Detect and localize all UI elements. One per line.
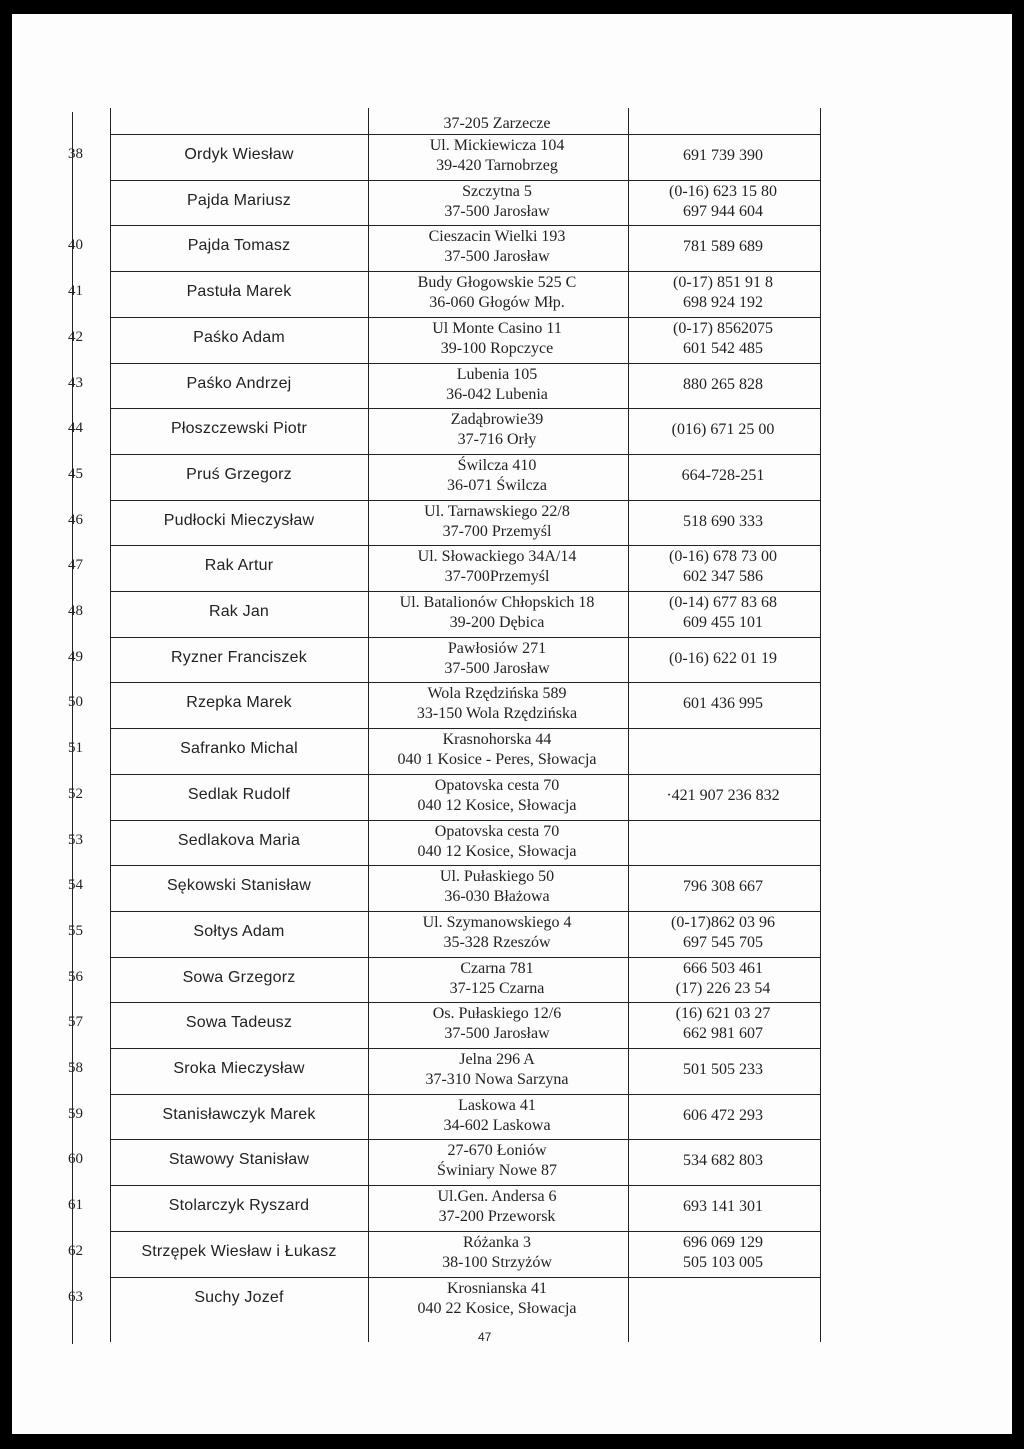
address-line: Czarna 781 (460, 959, 534, 977)
phone-number (628, 273, 818, 313)
person-name: Rak Artur (204, 557, 274, 575)
phone-line: 602 347 586 (683, 568, 763, 586)
phone-number (628, 649, 818, 669)
phone-line: (0-17) 8562075 (673, 319, 773, 337)
phone-number (628, 959, 818, 999)
address (368, 1233, 626, 1273)
phone-number (628, 146, 818, 166)
address-line: 27-670 Łoniów (447, 1142, 547, 1160)
phone-line: 696 069 129 (683, 1233, 763, 1251)
person-name: Strzępek Wiesław i Łukasz (141, 1242, 337, 1260)
continued-address: 37-205 Zarzecze (443, 115, 551, 132)
address-line: Świlcza 410 (457, 456, 537, 474)
phone-line: 505 103 005 (683, 1253, 763, 1271)
person-name: Sedlakova Maria (177, 831, 301, 849)
person-name: Sołtys Adam (193, 922, 285, 940)
row-divider (110, 454, 820, 455)
address (368, 639, 626, 679)
person-name: Paśko Adam (193, 328, 285, 346)
address-line: Cieszacin Wielki 193 (428, 228, 566, 246)
row-number: 40 (68, 237, 83, 254)
address-line: 37-500 Jarosław (444, 659, 550, 677)
address (368, 502, 626, 542)
phone-line: (0-17) 851 91 8 (673, 274, 773, 292)
row-divider (110, 911, 820, 912)
person-name: Stanisławczyk Marek (162, 1105, 316, 1123)
address-line: Szczytna 5 (462, 182, 532, 200)
person-name: Sowa Tadeusz (185, 1014, 293, 1032)
phone-line: 609 455 101 (683, 614, 763, 631)
address (368, 822, 626, 862)
row-divider (110, 180, 820, 181)
address-line: Ul. Tarnawskiego 22/8 (424, 502, 570, 520)
person-name: Sowa Grzegorz (182, 968, 296, 986)
phone-number (628, 512, 818, 532)
address (368, 1050, 626, 1090)
row-number: 55 (68, 922, 83, 939)
row-divider (110, 545, 820, 546)
phone-number (628, 786, 818, 806)
person-name: Płoszczewski Piotr (170, 420, 308, 438)
phone-line: (17) 226 23 54 (675, 979, 771, 997)
address (368, 136, 626, 176)
address (368, 319, 626, 359)
address-line: Ul. Szymanowskiego 4 (422, 913, 572, 931)
row-divider (110, 271, 820, 272)
phone-number (628, 913, 818, 953)
person-name: Suchy Jozef (194, 1288, 284, 1306)
row-number: 58 (68, 1060, 83, 1076)
address-line: 37-500 Jarosław (444, 1025, 550, 1043)
row-number: 59 (68, 1105, 83, 1122)
phone-number (628, 182, 818, 222)
row-divider (110, 682, 820, 683)
person-name: Ordyk Wiesław (184, 146, 294, 163)
address-line: 36-060 Głogów Młp. (429, 294, 565, 312)
person-name: Rzepka Marek (186, 694, 292, 712)
row-divider (110, 637, 820, 638)
person-name: Pudłocki Mieczysław (163, 511, 315, 529)
phone-number (628, 1060, 818, 1080)
phone-line: 698 924 192 (683, 294, 763, 312)
row-number: 48 (68, 603, 83, 619)
address-line: Różanka 3 (463, 1233, 531, 1251)
address-line: 36-042 Lubenia (446, 385, 548, 403)
row-divider (110, 957, 820, 958)
address-line: 34-602 Laskowa (443, 1116, 551, 1134)
row-number: 52 (68, 785, 83, 802)
address (368, 1141, 626, 1181)
phone-number (628, 237, 818, 257)
row-number: 44 (68, 420, 83, 437)
address-line: 37-500 Jarosław (444, 202, 550, 220)
address-line: Lubenia 105 (456, 365, 538, 383)
address-line: 35-328 Rzeszów (443, 933, 551, 951)
address-line: Ul. Pułaskiego 50 (439, 868, 555, 886)
address (368, 365, 626, 405)
person-name: Paśko Andrzej (186, 374, 292, 392)
address-line: 36-030 Błażowa (444, 888, 550, 906)
phone-line: (0-16) 622 01 19 (669, 649, 777, 667)
address (368, 867, 626, 907)
address (368, 547, 626, 587)
phone-line: 697 545 705 (683, 933, 763, 951)
address-line: 040 1 Kosice - Peres, Słowacja (397, 751, 597, 769)
phone-number (628, 375, 818, 395)
address (368, 1187, 626, 1227)
phone-number (628, 547, 818, 587)
address-line: Laskowa 41 (458, 1096, 536, 1114)
address (368, 182, 626, 222)
phone-number (628, 1197, 818, 1217)
address-line: 37-700 Przemyśl (442, 522, 552, 540)
phone-number (628, 694, 818, 714)
row-divider (110, 728, 820, 729)
address-line: Wola Rzędzińska 589 (427, 685, 567, 703)
phone-line: 601 436 995 (683, 695, 763, 713)
page-number: 47 (478, 1330, 492, 1345)
row-number: 49 (68, 648, 83, 665)
phone-line: (16) 621 03 27 (675, 1005, 771, 1023)
address-line: 37-716 Orły (457, 431, 537, 449)
address-line: 38-100 Strzyżów (442, 1253, 552, 1271)
address-line: 37-700Przemyśl (444, 568, 550, 586)
phone-line: 601 542 485 (683, 339, 763, 357)
row-divider (110, 774, 820, 775)
address-line: Krosnianska 41 (447, 1279, 547, 1297)
phone-number (628, 1151, 818, 1171)
address-line: 37-200 Przeworsk (438, 1208, 556, 1226)
address-line: Zadąbrowie39 (450, 411, 544, 429)
row-divider (110, 500, 820, 501)
row-divider (110, 820, 820, 821)
person-name: Rak Jan (208, 603, 270, 620)
row-divider (110, 1139, 820, 1140)
row-divider (110, 408, 820, 409)
address (368, 1004, 626, 1044)
address (368, 456, 626, 496)
column-line-right (820, 108, 821, 1342)
address-line: 39-100 Ropczyce (440, 339, 554, 357)
address-line: 36-071 Świlcza (447, 476, 547, 494)
row-number: 45 (68, 465, 83, 482)
address-line: Pawłosiów 271 (447, 639, 547, 657)
phone-line: (016) 671 25 00 (671, 421, 775, 439)
address-line: Os. Pułaskiego 12/6 (432, 1005, 562, 1023)
address (368, 1096, 626, 1136)
row-divider (110, 865, 820, 866)
phone-line: 691 739 390 (683, 147, 763, 164)
phone-line: 534 682 803 (683, 1152, 763, 1170)
phone-line: 501 505 233 (683, 1061, 763, 1078)
address (368, 776, 626, 816)
row-divider (110, 363, 820, 364)
document-page (12, 14, 1012, 1434)
row-divider (110, 591, 820, 592)
person-name: Pastuła Marek (186, 283, 292, 301)
row-number: 47 (68, 557, 83, 574)
row-number: 53 (68, 831, 83, 848)
phone-line: 880 265 828 (683, 375, 763, 393)
address (368, 684, 626, 724)
phone-line: (0-16) 678 73 00 (669, 548, 777, 566)
phone-number (628, 593, 818, 633)
person-name: Sroka Mieczysław (173, 1060, 305, 1077)
address-line: Ul Monte Casino 11 (432, 319, 562, 337)
phone-line: 697 944 604 (683, 202, 763, 220)
person-name: Safranko Michal (180, 740, 298, 758)
address-line: Świniary Nowe 87 (437, 1162, 557, 1180)
phone-line: 693 141 301 (683, 1198, 763, 1216)
row-divider (110, 317, 820, 318)
address-line: Ul. Mickiewicza 104 (429, 137, 565, 154)
phone-line: (0-17)862 03 96 (671, 913, 775, 931)
phone-line: 662 981 607 (683, 1025, 763, 1043)
row-number: 56 (68, 968, 83, 985)
address-line: Krasnohorska 44 (442, 731, 552, 749)
row-divider (110, 1277, 820, 1278)
row-number: 54 (68, 877, 83, 894)
phone-line: 666 503 461 (683, 959, 763, 977)
phone-number (628, 466, 818, 486)
address-line: Opatovska cesta 70 (434, 776, 560, 794)
row-divider (110, 1185, 820, 1186)
address-line: 040 12 Kosice, Słowacja (417, 796, 577, 814)
address-line: 33-150 Wola Rzędzińska (416, 705, 578, 723)
row-number: 42 (68, 328, 83, 345)
address (368, 730, 626, 770)
person-name: Stawowy Stanisław (168, 1151, 310, 1169)
row-divider (110, 1231, 820, 1232)
address (368, 1279, 626, 1319)
row-number: 61 (68, 1197, 83, 1214)
phone-line: (0-14) 677 83 68 (669, 594, 777, 611)
row-number: 63 (68, 1288, 83, 1305)
address (368, 913, 626, 953)
phone-number (628, 877, 818, 897)
row-number: 50 (68, 694, 83, 711)
phone-number (628, 1004, 818, 1044)
address-line: 37-310 Nowa Sarzyna (425, 1071, 569, 1088)
phone-number (628, 1106, 818, 1126)
phone-line: 664-728-251 (681, 466, 765, 484)
row-number: 51 (68, 740, 83, 757)
phone-line: 796 308 667 (683, 878, 763, 896)
phone-number (628, 319, 818, 359)
phone-line: ·421 907 236 832 (666, 786, 780, 804)
row-divider (110, 1094, 820, 1095)
phone-line: 606 472 293 (683, 1106, 763, 1124)
phone-number (628, 1233, 818, 1273)
person-name: Pajda Tomasz (187, 237, 291, 255)
row-number: 60 (68, 1151, 83, 1168)
row-divider (110, 1048, 820, 1049)
address (368, 410, 626, 450)
person-name: Stolarczyk Ryszard (168, 1197, 310, 1215)
phone-number (628, 420, 818, 440)
address (368, 273, 626, 313)
address-line: Jelna 296 A (459, 1051, 535, 1068)
phone-line: (0-16) 623 15 80 (669, 182, 777, 200)
row-divider (110, 1002, 820, 1003)
row-number: 41 (68, 283, 83, 300)
person-name: Sękowski Stanisław (166, 877, 312, 895)
address-line: Budy Głogowskie 525 C (417, 274, 577, 292)
address-line: Opatovska cesta 70 (434, 822, 560, 840)
row-number: 57 (68, 1014, 83, 1031)
person-name: Sedlak Rudolf (187, 785, 291, 803)
phone-line: 781 589 689 (683, 238, 763, 256)
address-line: Ul.Gen. Andersa 6 (437, 1188, 557, 1206)
address (368, 959, 626, 999)
address-line: 040 12 Kosice, Słowacja (417, 842, 577, 860)
row-number: 43 (68, 374, 83, 391)
address (368, 227, 626, 267)
row-number: 38 (68, 146, 83, 162)
address-line: 37-500 Jarosław (444, 248, 550, 266)
address-line: 040 22 Kosice, Słowacja (417, 1299, 577, 1317)
row-divider (110, 225, 820, 226)
address-line: 39-200 Dębica (449, 614, 545, 631)
row-divider (110, 134, 820, 135)
row-number: 46 (68, 511, 83, 528)
address-line: 37-125 Czarna (449, 979, 545, 997)
phone-line: 518 690 333 (683, 512, 763, 530)
row-number: 62 (68, 1242, 83, 1259)
person-name: Pajda Mariusz (187, 191, 291, 209)
person-name: Pruś Grzegorz (186, 465, 292, 483)
address-line: Ul. Batalionów Chłopskich 18 (399, 594, 595, 611)
address (368, 593, 626, 633)
address-line: 39-420 Tarnobrzeg (436, 157, 558, 174)
address-line: Ul. Słowackiego 34A/14 (417, 548, 577, 566)
person-name: Ryzner Franciszek (171, 648, 307, 666)
